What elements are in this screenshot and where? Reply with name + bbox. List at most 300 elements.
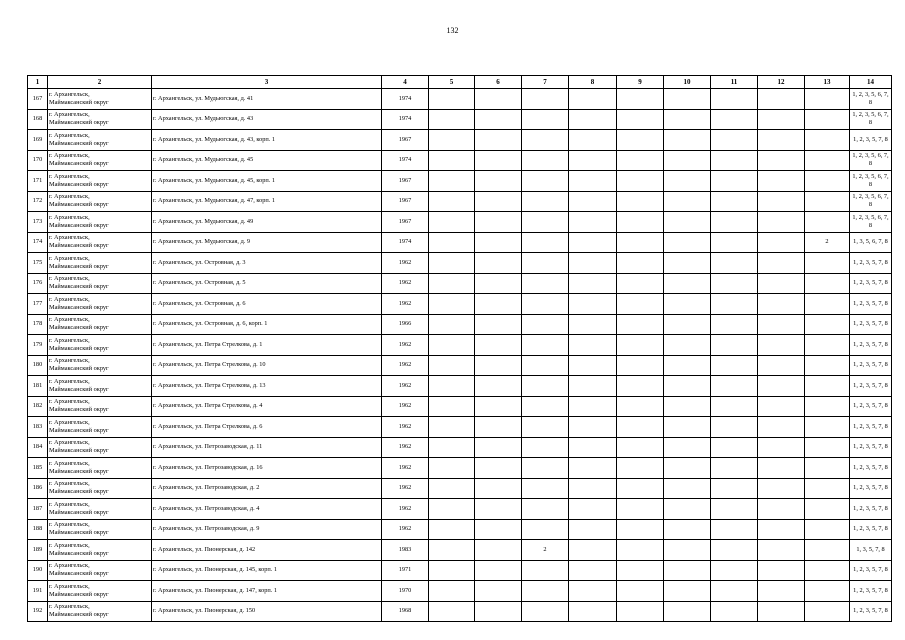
column-header: 10 [664,76,711,89]
table-row [28,540,892,561]
area-district: Маймаксанский округ [49,467,109,475]
col-7-cell [522,314,569,335]
col-12-cell [758,601,805,622]
row-number: 176 [28,273,48,294]
col-12-cell [758,273,805,294]
col-13-cell [805,478,850,499]
area-cell [48,335,152,356]
works-cell: 1, 2, 3, 5, 6, 7, 8 [850,171,892,192]
col-12-cell [758,109,805,130]
address-cell: г. Архангельск, ул. Островная, д. 5 [152,273,382,294]
col-8-cell [569,253,617,274]
area-district: Маймаксанский округ [49,201,109,209]
col-11-cell [711,560,758,581]
col-5-cell [429,191,475,212]
col-5-cell [429,253,475,274]
col-11-cell [711,294,758,315]
col-10-cell [664,89,711,110]
col-5-cell [429,478,475,499]
col-5-cell [429,212,475,233]
col-12-cell [758,171,805,192]
col-9-cell [617,499,664,520]
col-13-cell [805,314,850,335]
col-10-cell [664,601,711,622]
area-cell [48,191,152,212]
year-cell: 1967 [382,130,429,151]
col-8-cell [569,458,617,479]
col-7-cell [522,601,569,622]
column-header: 11 [711,76,758,89]
col-7-cell [522,437,569,458]
table-row [28,335,892,356]
row-number: 169 [28,130,48,151]
col-13-cell [805,253,850,274]
col-10-cell [664,273,711,294]
col-12-cell [758,335,805,356]
col-7-cell [522,355,569,376]
table-row [28,294,892,315]
col-12-cell [758,191,805,212]
col-13-cell [805,130,850,151]
col-6-cell [475,294,522,315]
year-cell: 1974 [382,89,429,110]
col-7-cell [522,130,569,151]
works-cell: 1, 2, 3, 5, 7, 8 [850,130,892,151]
col-6-cell [475,130,522,151]
col-8-cell [569,437,617,458]
area-district: Маймаксанский округ [49,549,109,557]
col-5-cell [429,130,475,151]
col-6-cell [475,109,522,130]
area-cell [48,478,152,499]
col-13-cell [805,355,850,376]
col-10-cell [664,150,711,171]
area-city: г. Архангельск, [49,254,90,262]
address-cell: г. Архангельск, ул. Пионерская, д. 145, корп. 1 [152,560,382,581]
col-7-cell [522,417,569,438]
area-cell [48,458,152,479]
address-cell: г. Архангельск, ул. Петра Стрелкова, д. 4 [152,396,382,417]
col-7-cell [522,232,569,253]
area-district: Маймаксанский округ [49,611,109,619]
area-city: г. Архангельск, [49,295,90,303]
column-header: 9 [617,76,664,89]
col-12-cell [758,417,805,438]
year-cell: 1983 [382,540,429,561]
col-8-cell [569,150,617,171]
col-11-cell [711,150,758,171]
col-13-cell [805,417,850,438]
col-8-cell [569,540,617,561]
col-13-cell [805,109,850,130]
area-city: г. Архангельск, [49,193,90,201]
column-header: 6 [475,76,522,89]
col-13-cell [805,191,850,212]
col-11-cell [711,540,758,561]
table-row [28,519,892,540]
col-10-cell [664,581,711,602]
col-11-cell [711,191,758,212]
area-district: Маймаксанский округ [49,529,109,537]
area-cell [48,355,152,376]
col-5-cell [429,417,475,438]
area-cell [48,294,152,315]
col-9-cell [617,519,664,540]
year-cell: 1970 [382,581,429,602]
col-13-cell [805,540,850,561]
year-cell: 1967 [382,191,429,212]
col-9-cell [617,171,664,192]
area-cell [48,417,152,438]
col-10-cell [664,109,711,130]
area-cell [48,273,152,294]
column-header: 4 [382,76,429,89]
col-9-cell [617,191,664,212]
table-row [28,171,892,192]
col-13-cell [805,581,850,602]
col-10-cell [664,458,711,479]
year-cell: 1971 [382,560,429,581]
area-cell [48,253,152,274]
col-9-cell [617,253,664,274]
works-cell: 1, 2, 3, 5, 7, 8 [850,560,892,581]
col-11-cell [711,478,758,499]
area-city: г. Архангельск, [49,582,90,590]
row-number: 185 [28,458,48,479]
table-row [28,376,892,397]
address-cell: г. Архангельск, ул. Петрозаводская, д. 2 [152,478,382,499]
col-13-cell [805,376,850,397]
col-6-cell [475,540,522,561]
works-cell: 1, 2, 3, 5, 7, 8 [850,499,892,520]
col-11-cell [711,417,758,438]
works-cell: 1, 2, 3, 5, 7, 8 [850,478,892,499]
col-7-cell [522,89,569,110]
row-number: 173 [28,212,48,233]
area-city: г. Архангельск, [49,521,90,529]
col-6-cell [475,191,522,212]
col-12-cell [758,253,805,274]
col-7-cell [522,499,569,520]
table-row [28,437,892,458]
row-number: 183 [28,417,48,438]
area-city: г. Архангельск, [49,562,90,570]
col-5-cell [429,150,475,171]
col-5-cell [429,171,475,192]
works-cell: 1, 3, 5, 6, 7, 8 [850,232,892,253]
area-city: г. Архангельск, [49,234,90,242]
area-cell [48,396,152,417]
col-10-cell [664,376,711,397]
year-cell: 1966 [382,314,429,335]
works-cell: 1, 2, 3, 5, 7, 8 [850,335,892,356]
col-12-cell [758,314,805,335]
area-city: г. Архангельск, [49,316,90,324]
col-12-cell [758,376,805,397]
col-5-cell [429,581,475,602]
col-6-cell [475,212,522,233]
area-cell [48,109,152,130]
area-cell [48,171,152,192]
table-row [28,232,892,253]
column-header: 5 [429,76,475,89]
year-cell: 1962 [382,478,429,499]
column-header: 1 [28,76,48,89]
col-8-cell [569,376,617,397]
address-cell: г. Архангельск, ул. Петрозаводская, д. 11 [152,437,382,458]
area-district: Маймаксанский округ [49,344,109,352]
year-cell: 1962 [382,499,429,520]
column-header: 8 [569,76,617,89]
col-9-cell [617,294,664,315]
col-6-cell [475,171,522,192]
column-header: 13 [805,76,850,89]
col-10-cell [664,253,711,274]
row-number: 188 [28,519,48,540]
col-11-cell [711,212,758,233]
col-10-cell [664,499,711,520]
address-cell: г. Архангельск, ул. Мудьюгская, д. 45, корп. 1 [152,171,382,192]
col-8-cell [569,191,617,212]
col-7-cell [522,335,569,356]
col-7-cell [522,294,569,315]
col-9-cell [617,232,664,253]
area-district: Маймаксанский округ [49,221,109,229]
table-row [28,150,892,171]
col-10-cell [664,212,711,233]
address-cell: г. Архангельск, ул. Мудьюгская, д. 9 [152,232,382,253]
year-cell: 1962 [382,417,429,438]
col-13-cell [805,171,850,192]
table-row [28,273,892,294]
table-row [28,212,892,233]
works-cell: 1, 2, 3, 5, 7, 8 [850,417,892,438]
row-number: 177 [28,294,48,315]
area-cell [48,519,152,540]
year-cell: 1974 [382,232,429,253]
works-cell: 1, 2, 3, 5, 7, 8 [850,376,892,397]
col-6-cell [475,150,522,171]
works-cell: 1, 2, 3, 5, 6, 7, 8 [850,150,892,171]
table-row [28,417,892,438]
address-cell: г. Архангельск, ул. Мудьюгская, д. 45 [152,150,382,171]
col-9-cell [617,437,664,458]
area-city: г. Архангельск, [49,111,90,119]
column-header: 12 [758,76,805,89]
col-5-cell [429,499,475,520]
address-cell: г. Архангельск, ул. Островная, д. 3 [152,253,382,274]
row-number: 192 [28,601,48,622]
row-number: 182 [28,396,48,417]
col-9-cell [617,458,664,479]
col-12-cell [758,581,805,602]
address-cell: г. Архангельск, ул. Пионерская, д. 142 [152,540,382,561]
row-number: 191 [28,581,48,602]
address-cell: г. Архангельск, ул. Петра Стрелкова, д. 10 [152,355,382,376]
col-13-cell [805,396,850,417]
year-cell: 1962 [382,376,429,397]
col-7-cell [522,150,569,171]
row-number: 172 [28,191,48,212]
col-12-cell [758,232,805,253]
area-city: г. Архангельск, [49,90,90,98]
col-9-cell [617,396,664,417]
col-11-cell [711,458,758,479]
area-city: г. Архангельск, [49,541,90,549]
area-district: Маймаксанский округ [49,262,109,270]
col-9-cell [617,376,664,397]
area-district: Маймаксанский округ [49,303,109,311]
table-row [28,478,892,499]
row-number: 189 [28,540,48,561]
col-10-cell [664,437,711,458]
year-cell: 1974 [382,150,429,171]
col-9-cell [617,581,664,602]
row-number: 180 [28,355,48,376]
col-6-cell [475,519,522,540]
address-cell: г. Архангельск, ул. Мудьюгская, д. 49 [152,212,382,233]
area-district: Маймаксанский округ [49,119,109,127]
year-cell: 1962 [382,253,429,274]
address-cell: г. Архангельск, ул. Петра Стрелкова, д. 1 [152,335,382,356]
col-12-cell [758,212,805,233]
col-7-cell [522,458,569,479]
year-cell: 1962 [382,273,429,294]
col-6-cell [475,355,522,376]
col-12-cell [758,130,805,151]
area-city: г. Архангельск, [49,172,90,180]
table-body [28,89,892,622]
col-7-cell [522,519,569,540]
col-13-cell [805,150,850,171]
year-cell: 1967 [382,171,429,192]
table-row [28,89,892,110]
col-7-cell [522,376,569,397]
column-header: 7 [522,76,569,89]
area-district: Маймаксанский округ [49,426,109,434]
housing-registry-table [27,75,892,622]
area-cell [48,581,152,602]
col-13-cell [805,212,850,233]
col-10-cell [664,540,711,561]
col-9-cell [617,150,664,171]
page-number: 132 [446,26,459,35]
area-district: Маймаксанский округ [49,447,109,455]
col-8-cell [569,519,617,540]
col-6-cell [475,273,522,294]
col-10-cell [664,478,711,499]
col-8-cell [569,581,617,602]
col-5-cell [429,109,475,130]
table-row [28,499,892,520]
col-12-cell [758,560,805,581]
table-row [28,601,892,622]
table-row [28,191,892,212]
col-9-cell [617,540,664,561]
col-10-cell [664,171,711,192]
col-7-cell [522,396,569,417]
area-cell [48,89,152,110]
col-10-cell [664,294,711,315]
area-city: г. Архангельск, [49,377,90,385]
col-11-cell [711,130,758,151]
row-number: 187 [28,499,48,520]
row-number: 181 [28,376,48,397]
area-city: г. Архангельск, [49,480,90,488]
address-cell: г. Архангельск, ул. Мудьюгская, д. 43, корп. 1 [152,130,382,151]
col-5-cell [429,376,475,397]
area-district: Маймаксанский округ [49,570,109,578]
col-9-cell [617,601,664,622]
col-7-cell [522,273,569,294]
col-5-cell [429,294,475,315]
col-12-cell [758,150,805,171]
col-11-cell [711,314,758,335]
row-number: 175 [28,253,48,274]
table-row [28,396,892,417]
area-cell [48,601,152,622]
col-5-cell [429,540,475,561]
col-11-cell [711,335,758,356]
col-13-cell [805,89,850,110]
col-11-cell [711,437,758,458]
col-8-cell [569,212,617,233]
address-cell: г. Архангельск, ул. Мудьюгская, д. 43 [152,109,382,130]
col-8-cell [569,560,617,581]
col-7-cell [522,253,569,274]
works-cell: 1, 2, 3, 5, 7, 8 [850,519,892,540]
col-5-cell [429,601,475,622]
col-13-cell [805,335,850,356]
col-6-cell [475,499,522,520]
year-cell: 1962 [382,519,429,540]
col-11-cell [711,273,758,294]
col-13-cell: 2 [805,232,850,253]
col-11-cell [711,581,758,602]
col-12-cell [758,294,805,315]
year-cell: 1962 [382,355,429,376]
col-10-cell [664,191,711,212]
col-8-cell [569,314,617,335]
col-9-cell [617,560,664,581]
table-row [28,314,892,335]
col-6-cell [475,253,522,274]
col-8-cell [569,273,617,294]
col-6-cell [475,314,522,335]
col-9-cell [617,335,664,356]
row-number: 178 [28,314,48,335]
col-12-cell [758,519,805,540]
area-district: Маймаксанский округ [49,508,109,516]
address-cell: г. Архангельск, ул. Петрозаводская, д. 9 [152,519,382,540]
col-5-cell [429,314,475,335]
table-row [28,130,892,151]
col-8-cell [569,232,617,253]
col-6-cell [475,417,522,438]
year-cell: 1974 [382,109,429,130]
col-6-cell [475,396,522,417]
address-cell: г. Архангельск, ул. Островная, д. 6, корп. 1 [152,314,382,335]
col-12-cell [758,355,805,376]
col-13-cell [805,560,850,581]
col-6-cell [475,376,522,397]
col-5-cell [429,560,475,581]
col-5-cell [429,437,475,458]
row-number: 174 [28,232,48,253]
area-cell [48,130,152,151]
col-7-cell: 2 [522,540,569,561]
area-city: г. Архангельск, [49,603,90,611]
